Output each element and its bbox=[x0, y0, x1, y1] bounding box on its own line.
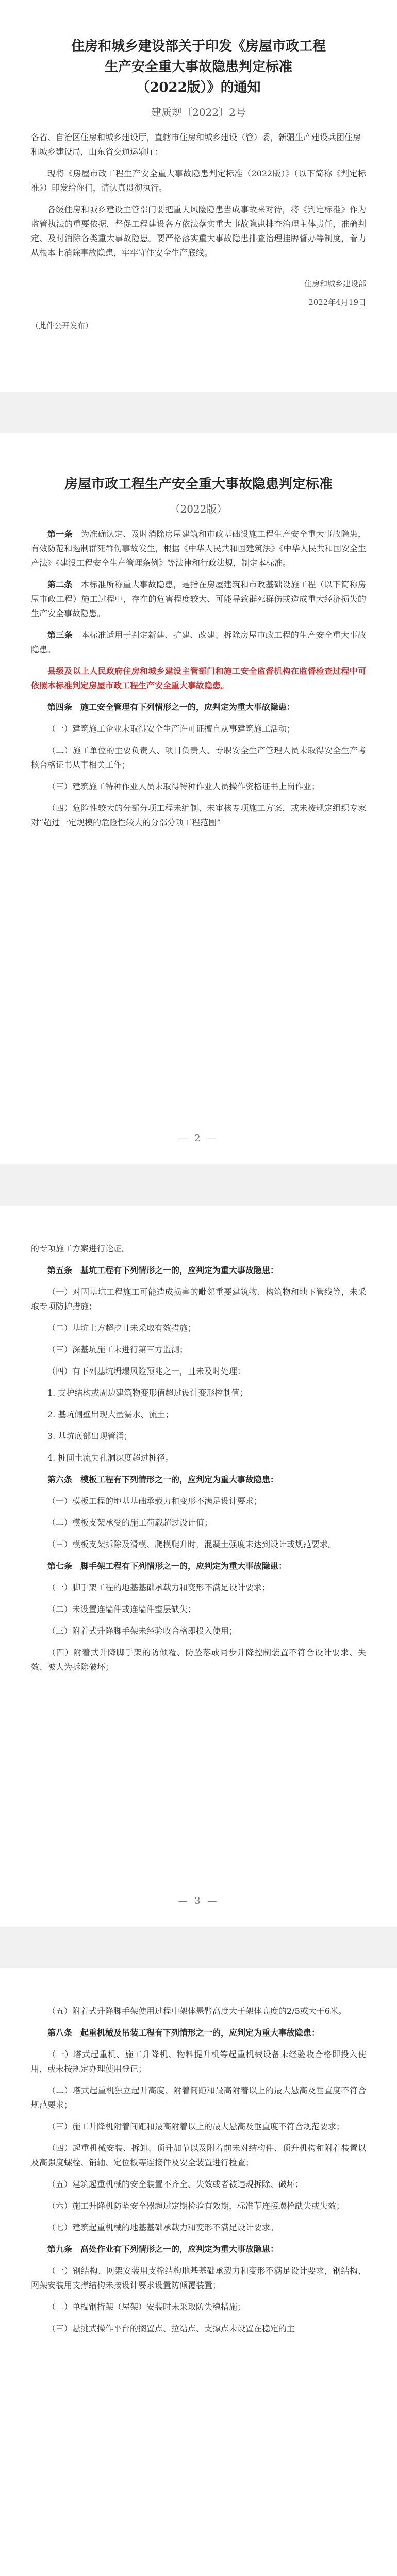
article-9 bbox=[31, 2242, 366, 2257]
article-5-item-4: （四）有下列基坑坍塌风险预兆之一，且未及时处理： bbox=[47, 1366, 246, 1376]
article-6 bbox=[31, 1472, 366, 1487]
article-7-item-2: （二）未设置连墙件或连墙件整层缺失； bbox=[47, 1604, 196, 1614]
notice-title-line1: 住房和城乡建设部关于印发《房屋市政工程 bbox=[71, 39, 326, 54]
article-8-item-5: （五）建筑起重机械的安全装置不齐全、失效或者被违规拆除、破坏； bbox=[47, 2179, 304, 2189]
article-6-head: 第六条 bbox=[47, 1475, 73, 1484]
article-7-item-1: （一）脚手架工程的地基基础承载力和变形不满足设计要求； bbox=[47, 1583, 271, 1592]
notice-title-line3: （2022版）》的通知 bbox=[136, 80, 261, 95]
notice-addressees: 各省、自治区住房和城乡建设厅，直辖市住房和城乡建设（管）委，新疆生产建设兵团住房和城乡建设局，山东省交通运输厅： bbox=[31, 132, 361, 157]
page-number-2: — 2 — bbox=[178, 1133, 219, 1144]
page-number-3: — 3 — bbox=[178, 1895, 219, 1906]
article-8-item-1: （一）塔式起重机、施工升降机、物料提升机等起重机械设备未经验收合格即投入使用，或未按规定办理使用登记； bbox=[31, 2049, 366, 2074]
article-4-item-4 bbox=[31, 801, 366, 830]
notice-page bbox=[0, 0, 397, 392]
article-6-item-3: （三）模板支架拆除及滑模、爬模爬升时，混凝土强度未达到设计或规范要求。 bbox=[47, 1539, 337, 1549]
article-6-item-1: （一）模板工程的地基基础承载力和变形不满足设计要求； bbox=[47, 1496, 262, 1506]
article-2 bbox=[31, 578, 366, 621]
standard-page-2 bbox=[0, 433, 397, 1164]
article-9-text: 高处作业有下列情形之一的，应判定为重大事故隐患： bbox=[80, 2244, 279, 2254]
article-3 bbox=[31, 628, 366, 657]
article-7-text: 脚手架工程有下列情形之一的，应判定为重大事故隐患： bbox=[80, 1561, 287, 1571]
article-3-head: 第三条 bbox=[47, 630, 73, 640]
article-4-item-2: （二）施工单位的主要负责人、项目负责人、专职安全生产管理人员未取得安全生产考核合格证书从事相关工作； bbox=[31, 745, 366, 770]
article-9-item-3: （三）悬挑式操作平台的搁置点、拉结点、支撑点未设置在稳定的主 bbox=[47, 2324, 295, 2333]
article-4-item-4-text: （四）危险性较大的分部分项工程未编制、未审核专项施工方案，或未按规定组织专家对“超过一定规模的危险性较大的分部分项工程范围” bbox=[31, 803, 366, 827]
article-8 bbox=[31, 2026, 366, 2040]
article-5-item-3: （三）深基坑施工未进行第三方监测； bbox=[47, 1345, 188, 1354]
article-5 bbox=[31, 1263, 366, 1278]
article-2-head: 第二条 bbox=[47, 580, 73, 589]
article-7-item-5: （五）附着式升降脚手架使用过程中架体悬臂高度大于架体高度的2/5或大于6米。 bbox=[47, 2006, 346, 2016]
article-9-item-1: （一）钢结构、网架安装用支撑结构地基基础承载力和变形不满足设计要求，钢结构、网架安装用支撑结构未按设计要求设置防倾覆装置； bbox=[31, 2266, 366, 2290]
article-8-item-2: （二）塔式起重机独立起升高度、附着间距和最高附着以上的最大悬高及垂直度不符合规范要求； bbox=[31, 2086, 366, 2110]
article-4-head: 第四条 bbox=[47, 702, 73, 712]
article-5-sub-1: 1. 支护结构或周边建筑物变形值超过设计变形控制值； bbox=[47, 1388, 248, 1398]
article-7-item-4: （四）附着式升降脚手架的防倾覆、防坠落或同步升降控制装置不符合设计要求、失效、被人为拆除破坏； bbox=[31, 1648, 366, 1672]
article-5-item-2: （二）基坑土方超挖且未采取有效措施； bbox=[47, 1323, 196, 1333]
notice-date: 2022年4月19日 bbox=[308, 298, 366, 307]
notice-body-2: 各级住房和城乡建设主管部门要把重大风险隐患当成事故来对待，将《判定标准》作为监管执法的重要依据，督促工程建设各方依法落实重大事故隐患排查治理主体责任，准确判定、及时消除各类重大事故隐患。要严格落实重大事故隐患排查治理挂牌督办等制度，着力从根本上消除事故隐患，牢牢守住安全生产底线。 bbox=[31, 205, 366, 258]
article-3-text: 本标准适用于判定新建、扩建、改建、拆除房屋市政工程的生产安全重大事故隐患。 bbox=[31, 630, 366, 654]
article-9-head: 第九条 bbox=[47, 2244, 73, 2254]
article-5-text: 基坑工程有下列情形之一的，应判定为重大事故隐患： bbox=[80, 1265, 279, 1275]
article-8-head: 第八条 bbox=[47, 2028, 73, 2038]
notice-signer: 住房和城乡建设部 bbox=[304, 279, 366, 289]
standard-page-4 bbox=[0, 1968, 397, 2576]
article-6-text: 模板工程有下列情形之一的，应判定为重大事故隐患： bbox=[80, 1475, 279, 1484]
standard-title: 房屋市政工程生产安全重大事故隐患判定标准 bbox=[64, 477, 333, 492]
article-9-item-2: （二）单榀钢桁架（屋架）安装时未采取防失稳措施； bbox=[47, 2302, 246, 2312]
notice-doc-no: 建质规〔2022〕2号 bbox=[151, 106, 246, 118]
standard-page-3 bbox=[0, 1206, 397, 1927]
article-4 bbox=[31, 700, 366, 715]
article-6-item-2: （二）模板支架承受的施工荷载超过设计值； bbox=[47, 1518, 213, 1528]
article-5-sub-2: 2. 基坑侧壁出现大量漏水、流土； bbox=[47, 1410, 174, 1419]
article-7 bbox=[31, 1559, 366, 1573]
article-1-text: 为准确认定、及时消除房屋建筑和市政基础设施工程生产安全重大事故隐患，有效防范和遏制群死群伤事故发生，根据《中华人民共和国建筑法》《中华人民共和国安全生产法》《建设工程安全生产管理条例》等法律和行政法规，制定本标准。 bbox=[31, 529, 366, 568]
article-5-item-1: （一）对因基坑工程施工可能造成损害的毗邻重要建筑物、构筑物和地下管线等，未采取专项防护措施； bbox=[31, 1287, 366, 1311]
article-5-head: 第五条 bbox=[47, 1265, 73, 1275]
article-1-head: 第一条 bbox=[47, 529, 73, 539]
notice-publication-note: （此件公开发布） bbox=[31, 321, 93, 330]
article-4-text: 施工安全管理有下列情形之一的，应判定为重大事故隐患： bbox=[80, 702, 295, 712]
article-5-sub-4: 4. 桩间土流失孔洞深度超过桩径。 bbox=[47, 1453, 174, 1463]
article-8-item-3: （三）施工升降机附着间距和最高附着以上的最大悬高及垂直度不符合规范要求； bbox=[47, 2122, 345, 2131]
article-7-head: 第七条 bbox=[47, 1561, 73, 1571]
article-8-item-6: （六）施工升降机防坠安全器超过定期检验有效期，标准节连接螺栓缺失或失效； bbox=[47, 2201, 345, 2211]
article-4-item-1: （一）建筑施工企业未取得安全生产许可证擅自从事建筑施工活动； bbox=[47, 724, 295, 734]
standard-subtitle: （2022版） bbox=[170, 503, 227, 515]
article-5-sub-3: 3. 基坑底部出现管涌； bbox=[47, 1431, 133, 1441]
article-4-item-3: （三）建筑施工特种作业人员未取得特种作业人员操作资格证书上岗作业； bbox=[47, 782, 320, 791]
article-2-text: 本标准所称重大事故隐患，是指在房屋建筑和市政基础设施工程（以下简称房屋市政工程）施工过程中，存在的危害程度较大、可能导致群死群伤或造成重大经济损失的生产安全事故隐患。 bbox=[31, 580, 366, 618]
article-7-item-3: （三）附着式升降脚手架未经验收合格即投入使用； bbox=[47, 1626, 238, 1636]
page-3-lead: 的专项施工方案进行论证。 bbox=[31, 1244, 130, 1253]
article-3b-text: 县级及以上人民政府住房和城乡建设主管部门和施工安全监督机构在监督检查过程中可依照本标准判定房屋市政工程生产安全重大事故隐患。 bbox=[31, 666, 366, 690]
article-1 bbox=[31, 527, 366, 570]
notice-title-line2: 生产安全重大事故隐患判定标准 bbox=[104, 59, 292, 75]
article-8-item-4: （四）起重机械安装、拆卸、顶升加节以及附着前未对结构件、顶升机构和附着装置以及高强度螺栓、销轴、定位板等连接件及安全装置进行检查； bbox=[31, 2143, 366, 2167]
article-3b bbox=[31, 664, 366, 693]
notice-body-1: 现将《房屋市政工程生产安全重大事故隐患判定标准（2022版）》（以下简称《判定标准》）印发给你们，请认真贯彻执行。 bbox=[31, 168, 366, 193]
article-8-item-7: （七）建筑起重机械的地基基础承载力和变形不满足设计要求。 bbox=[47, 2223, 279, 2232]
article-8-text: 起重机械及吊装工程有下列情形之一的，应判定为重大事故隐患： bbox=[80, 2028, 320, 2038]
